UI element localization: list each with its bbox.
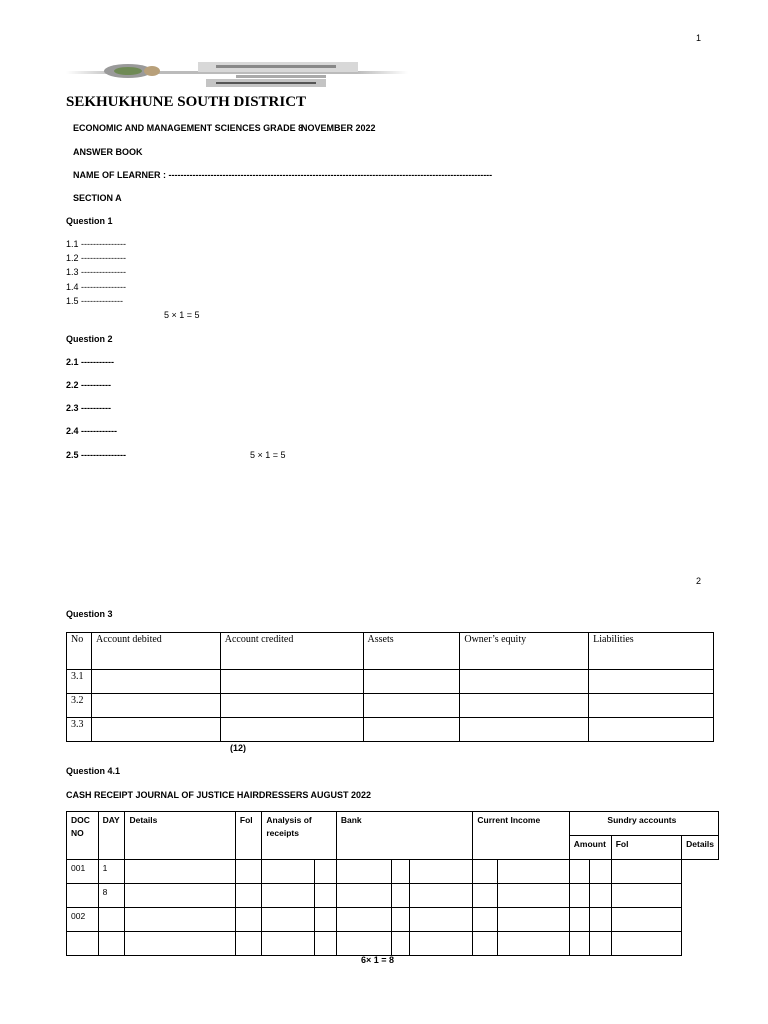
day-cell: 8 (98, 884, 125, 908)
header-sundry-details: Details (682, 836, 719, 860)
q1-answer-line: 1.5 -------------- (66, 296, 123, 306)
answer-cell[interactable] (498, 860, 570, 884)
table-row (67, 884, 719, 908)
header-assets: Assets (363, 633, 460, 670)
header-current-income: Current Income (473, 812, 569, 860)
answer-cell[interactable] (125, 884, 235, 908)
answer-cell[interactable] (391, 932, 409, 956)
q1-answer-line: 1.2 --------------- (66, 253, 126, 263)
q3-marks: (12) (230, 743, 247, 753)
subject-title: ECONOMIC AND MANAGEMENT SCIENCES GRADE 8 (73, 123, 304, 133)
answer-cell[interactable] (235, 884, 261, 908)
answer-cell[interactable] (220, 718, 363, 742)
answer-cell[interactable] (262, 860, 314, 884)
table-header-row (67, 633, 714, 670)
row-number: 3.2 (67, 694, 92, 718)
header-analysis-of-receipts: Analysis of receipts (262, 812, 336, 860)
q2-answer-line: 2.1 ----------- (66, 357, 114, 367)
q1-answer-line: 1.1 --------------- (66, 239, 126, 249)
q2-answer-line: 2.4 ------------ (66, 426, 117, 436)
question-2-title: Question 2 (66, 334, 113, 344)
answer-cell[interactable] (391, 884, 409, 908)
answer-cell[interactable] (460, 670, 589, 694)
answer-cell[interactable] (336, 932, 391, 956)
answer-cell[interactable] (498, 908, 570, 932)
q4-marks: 6× 1 = 8 (361, 955, 395, 965)
answer-cell[interactable] (611, 908, 681, 932)
answer-cell[interactable] (235, 932, 261, 956)
answer-cell[interactable] (498, 932, 570, 956)
answer-cell[interactable] (589, 718, 714, 742)
limpopo-education-logo (66, 58, 408, 88)
q1-answer-line: 1.3 --------------- (66, 267, 126, 277)
answer-book-label: ANSWER BOOK (73, 147, 143, 157)
answer-cell[interactable] (363, 670, 460, 694)
answer-cell[interactable] (125, 932, 235, 956)
header-liabilities: Liabilities (589, 633, 714, 670)
question-3-table (66, 632, 714, 742)
table-row (67, 860, 719, 884)
answer-cell[interactable] (391, 860, 409, 884)
answer-cell[interactable] (220, 670, 363, 694)
header-account-debited: Account debited (91, 633, 220, 670)
table-row (67, 718, 714, 742)
header-no: No (67, 633, 92, 670)
answer-cell[interactable] (589, 670, 714, 694)
question-1-title: Question 1 (66, 216, 113, 226)
answer-cell[interactable] (611, 884, 681, 908)
q2-answer-line: 2.5 --------------- (66, 450, 126, 460)
header-details: Details (125, 812, 235, 860)
answer-cell[interactable] (220, 694, 363, 718)
doc-no-cell: 001 (67, 860, 99, 884)
answer-cell[interactable] (262, 908, 314, 932)
row-number: 3.1 (67, 670, 92, 694)
header-day: DAY (98, 812, 125, 860)
cash-receipts-journal-table (66, 811, 719, 956)
exam-date: NOVEMBER 2022 (301, 123, 376, 133)
doc-no-cell: 002 (67, 908, 99, 932)
header-owners-equity: Owner’s equity (460, 633, 589, 670)
day-cell (98, 932, 125, 956)
answer-cell[interactable] (336, 908, 391, 932)
district-title: SEKHUKHUNE SOUTH DISTRICT (66, 94, 307, 110)
answer-cell[interactable] (611, 860, 681, 884)
page-number-1: 1 (696, 33, 702, 43)
answer-cell[interactable] (409, 884, 473, 908)
answer-cell[interactable] (391, 908, 409, 932)
answer-cell[interactable] (262, 932, 314, 956)
q2-marks: 5 × 1 = 5 (250, 450, 286, 460)
answer-cell[interactable] (235, 860, 261, 884)
answer-cell[interactable] (336, 884, 391, 908)
header-doc-no: DOC NO (67, 812, 99, 860)
answer-cell[interactable] (569, 884, 589, 908)
header-fol: Fol (235, 812, 261, 860)
answer-cell[interactable] (409, 932, 473, 956)
doc-no-cell (67, 884, 99, 908)
header-bank: Bank (336, 812, 473, 860)
answer-cell[interactable] (314, 908, 336, 932)
header-account-credited: Account credited (220, 633, 363, 670)
header-sundry-accounts: Sundry accounts (569, 812, 718, 836)
header-sundry-amount: Amount (569, 836, 611, 860)
answer-cell[interactable] (314, 932, 336, 956)
answer-cell[interactable] (409, 860, 473, 884)
answer-cell[interactable] (363, 694, 460, 718)
answer-cell[interactable] (91, 718, 220, 742)
table-row (67, 932, 719, 956)
q1-answer-line: 1.4 --------------- (66, 282, 126, 292)
answer-cell[interactable] (569, 860, 589, 884)
q1-marks: 5 × 1 = 5 (164, 310, 200, 320)
answer-cell[interactable] (589, 932, 611, 956)
answer-cell[interactable] (569, 908, 589, 932)
table-row (67, 908, 719, 932)
answer-cell[interactable] (125, 860, 235, 884)
section-label: SECTION A (73, 193, 122, 203)
table-row (67, 694, 714, 718)
question-3-title: Question 3 (66, 609, 113, 619)
question-4-title: Question 4.1 (66, 766, 121, 776)
answer-cell[interactable] (460, 718, 589, 742)
learner-name-field: NAME OF LEARNER : ------------------------------------------------------------------------------------------------------------ (73, 170, 493, 180)
page-number-2: 2 (696, 576, 702, 586)
doc-no-cell (67, 932, 99, 956)
answer-cell[interactable] (569, 932, 589, 956)
q2-answer-line: 2.3 ---------- (66, 403, 111, 413)
answer-cell[interactable] (473, 860, 498, 884)
answer-cell[interactable] (91, 670, 220, 694)
row-number: 3.3 (67, 718, 92, 742)
header-sundry-fol: Fol (611, 836, 681, 860)
answer-cell[interactable] (460, 694, 589, 718)
answer-cell[interactable] (262, 884, 314, 908)
answer-cell[interactable] (589, 908, 611, 932)
q2-answer-line: 2.2 ---------- (66, 380, 111, 390)
answer-cell[interactable] (473, 932, 498, 956)
answer-cell[interactable] (409, 908, 473, 932)
day-cell (98, 908, 125, 932)
answer-cell[interactable] (336, 860, 391, 884)
answer-cell[interactable] (235, 908, 261, 932)
answer-cell[interactable] (589, 694, 714, 718)
answer-cell[interactable] (125, 908, 235, 932)
answer-cell[interactable] (314, 860, 336, 884)
day-cell: 1 (98, 860, 125, 884)
answer-cell[interactable] (589, 884, 611, 908)
journal-title: CASH RECEIPT JOURNAL OF JUSTICE HAIRDRESSERS AUGUST 2022 (66, 790, 372, 800)
answer-cell[interactable] (363, 718, 460, 742)
answer-cell[interactable] (611, 932, 681, 956)
answer-cell[interactable] (91, 694, 220, 718)
answer-cell[interactable] (473, 884, 498, 908)
answer-cell[interactable] (473, 908, 498, 932)
answer-cell[interactable] (589, 860, 611, 884)
table-row (67, 670, 714, 694)
answer-cell[interactable] (498, 884, 570, 908)
answer-cell[interactable] (314, 884, 336, 908)
